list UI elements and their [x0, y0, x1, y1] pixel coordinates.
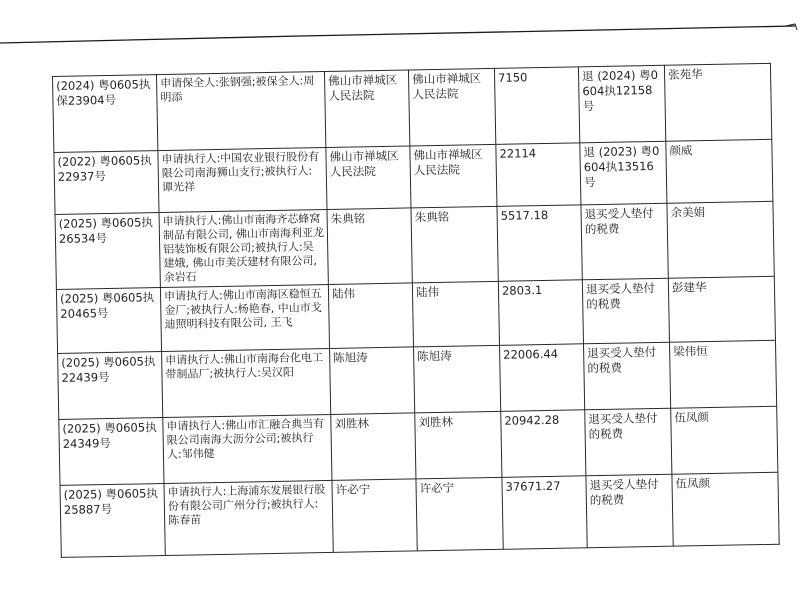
note-cell: 退买受人垫付的税费 — [585, 408, 672, 476]
note-cell: 退买受人垫付的税费 — [586, 474, 673, 548]
document-table-area — [52, 63, 779, 558]
payee-name-cell: 彭建华 — [668, 276, 775, 342]
payee-name-cell: 伍凤颜 — [671, 406, 778, 474]
amount-cell: 5517.18 — [497, 205, 582, 282]
payee-name-cell: 伍凤颜 — [672, 472, 779, 546]
handler-cell: 刘胜林 — [331, 413, 416, 481]
amount-cell: 22114 — [496, 143, 581, 207]
court-cell: 佛山市禅城区人民法院 — [408, 68, 495, 146]
case-number-cell: (2025) 粤0605执22439号 — [58, 352, 163, 420]
table-row — [60, 472, 779, 557]
parties-cell: 申请执行人:中国农业银行股份有限公司南海狮山支行;被执行人:谭光祥 — [158, 147, 327, 212]
amount-cell: 20942.28 — [501, 410, 586, 478]
amount-cell: 22006.44 — [500, 344, 585, 412]
handler-cell: 陆伟 — [328, 283, 413, 349]
handler-cell: 许必宁 — [332, 479, 417, 553]
note-cell: 退买受人垫付的税费 — [583, 342, 670, 410]
case-number-cell: (2025) 粤0605执24349号 — [59, 418, 164, 486]
payee-name-cell: 颜威 — [666, 139, 773, 203]
case-number-cell: (2022) 粤0605执22937号 — [54, 151, 159, 215]
court-cell: 佛山市禅城区人民法院 — [410, 144, 497, 208]
parties-cell: 申请执行人:佛山市南海台化电工带制品厂;被执行人:吴汉阳 — [162, 348, 331, 417]
court-cell: 佛山市禅城区人民法院 — [326, 146, 411, 210]
payee-name-cell: 张苑华 — [664, 63, 771, 141]
handler-cell: 刘胜林 — [415, 411, 502, 479]
amount-cell: 2803.1 — [498, 280, 583, 346]
handler-cell: 朱典铭 — [411, 206, 498, 283]
parties-cell: 申请执行人:佛山市南海区稳恒五金厂;被执行人:杨艳春, 中山市戈迪照明科技有限公司, 王飞 — [160, 284, 329, 351]
case-number-cell: (2025) 粤0605执26534号 — [55, 213, 160, 290]
note-cell: 退 (2024) 粤0604执12158号 — [578, 65, 665, 143]
payee-name-cell: 余美娟 — [667, 201, 774, 278]
handler-cell: 陈旭涛 — [330, 347, 415, 415]
note-cell: 退买受人垫付的税费 — [581, 203, 668, 280]
parties-cell: 申请保全人:张钢强;被保全人:周明添 — [156, 72, 325, 151]
case-number-cell: (2024) 粤0605执保23904号 — [53, 75, 158, 153]
handler-cell: 朱典铭 — [327, 208, 412, 285]
amount-cell: 37671.27 — [502, 476, 587, 550]
execution-refund-table — [52, 63, 780, 558]
parties-cell: 申请执行人:佛山市汇融合典当有限公司南海大沥分公司;被执行人:邹伟健 — [163, 414, 332, 483]
parties-cell: 申请执行人:佛山市南海齐芯蜂窝制品有限公司, 佛山市南海利亚龙铝装饰板有限公司;被执行人:吴建娥, 佛山市美沃建材有限公司, 余岩石 — [159, 209, 328, 287]
handler-cell: 陈旭涛 — [414, 345, 501, 413]
note-cell: 退 (2023) 粤0604执13516号 — [580, 141, 667, 205]
handler-cell: 陆伟 — [412, 281, 499, 347]
note-cell: 退买受人垫付的税费 — [582, 278, 669, 344]
table-row — [55, 201, 774, 289]
table-row — [53, 63, 772, 152]
parties-cell: 申请执行人:上海浦东发展银行股份有限公司广州分行;被执行人:陈春苗 — [164, 480, 333, 555]
handler-cell: 许必宁 — [416, 477, 503, 551]
court-cell: 佛山市禅城区人民法院 — [324, 70, 409, 148]
case-number-cell: (2025) 粤0605执25887号 — [60, 484, 165, 558]
amount-cell: 7150 — [494, 67, 579, 145]
case-number-cell: (2025) 粤0605执20465号 — [56, 288, 161, 354]
payee-name-cell: 梁伟恒 — [669, 340, 776, 408]
